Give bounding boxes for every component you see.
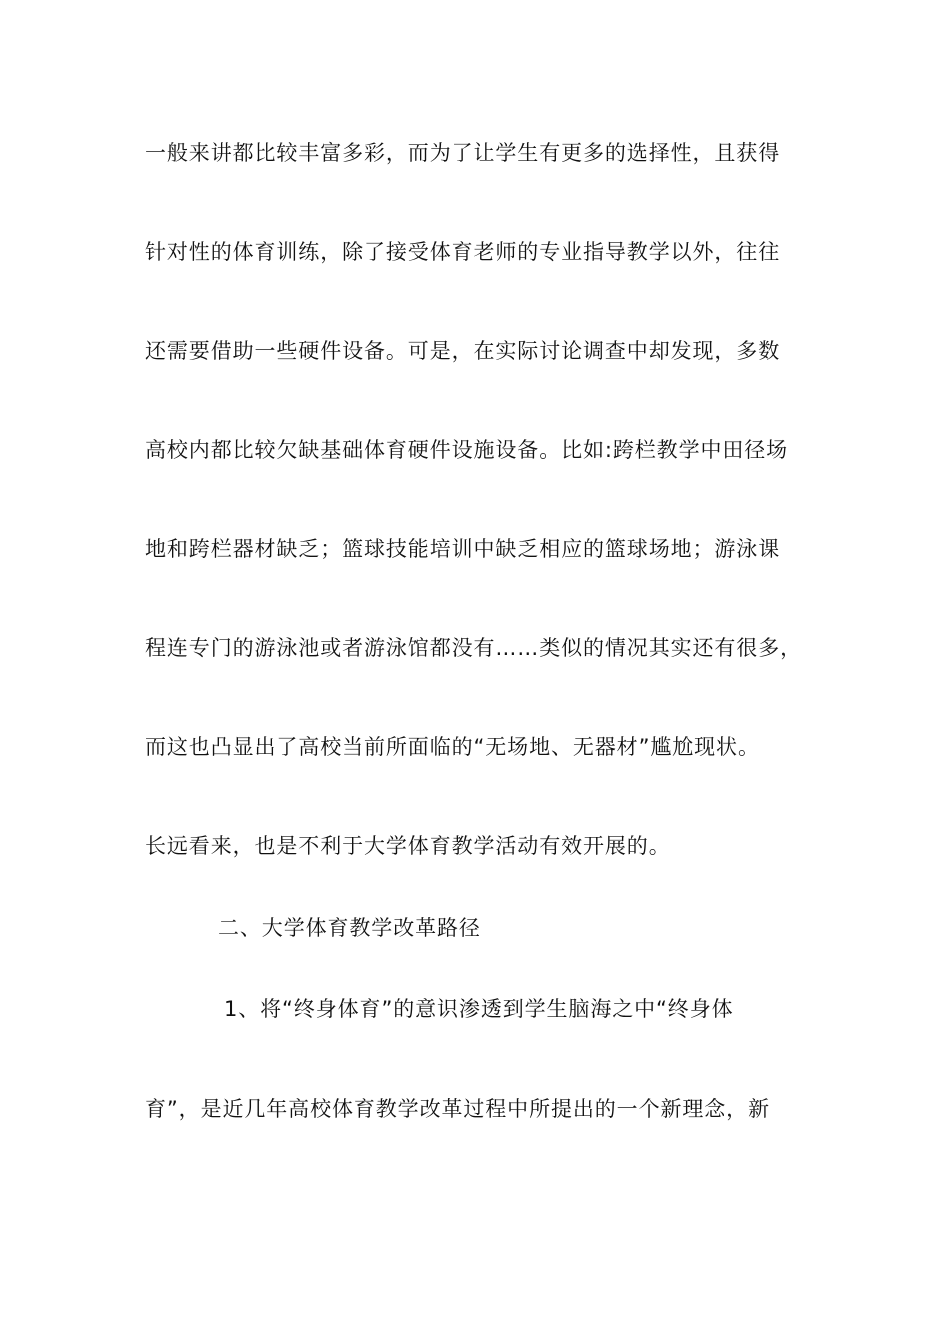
paragraph-line: 地和跨栏器材缺乏；篮球技能培训中缺乏相应的篮球场地；游泳课 [145, 537, 781, 561]
paragraph-line: 高校内都比较欠缺基础体育硬件设施设备。比如:跨栏教学中田径场 [145, 438, 789, 462]
paragraph-line: 程连专门的游泳池或者游泳馆都没有……类似的情况其实还有很多， [145, 636, 802, 660]
paragraph-line: 而这也凸显出了高校当前所面临的“无场地、无器材”尴尬现状。 [145, 735, 760, 759]
paragraph-line: 一般来讲都比较丰富多彩，而为了让学生有更多的选择性，且获得 [145, 141, 781, 165]
section-heading: 二、大学体育教学改革路径 [218, 916, 481, 940]
paragraph-line: 长远看来，也是不利于大学体育教学活动有效开展的。 [145, 834, 671, 858]
paragraph-line: 还需要借助一些硬件设备。可是，在实际讨论调查中却发现，多数 [145, 339, 781, 363]
paragraph-line: 针对性的体育训练，除了接受体育老师的专业指导教学以外，往往 [145, 240, 781, 264]
item-paragraph-line: 育”，是近几年高校体育教学改革过程中所提出的一个新理念，新 [145, 1097, 770, 1121]
item-paragraph-line: 1、将“终身体育”的意识渗透到学生脑海之中“终身体 [224, 997, 734, 1021]
